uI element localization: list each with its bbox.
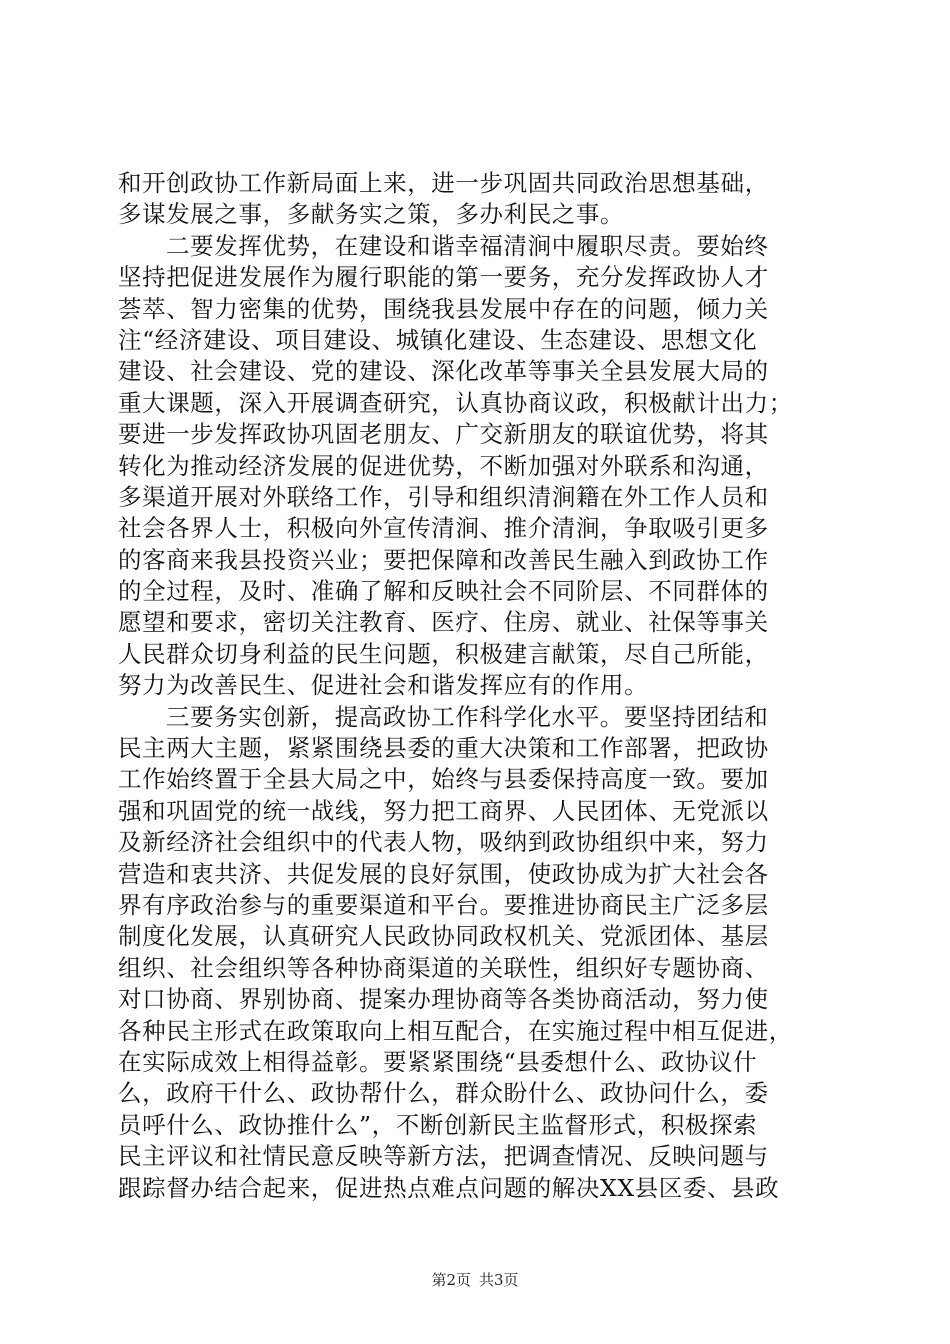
text-line: 要进一步发挥政协巩固老朋友、广交新朋友的联谊优势，将其 [118, 420, 769, 449]
text-line: 建设、社会建设、党的建设、深化改革等事关全县发展大局的 [118, 357, 769, 386]
text-line: 工作始终置于全县大局之中，始终与县委保持高度一致。要加 [118, 765, 769, 794]
text-line: 对口协商、界别协商、提案办理协商等各类协商活动，努力使 [118, 985, 769, 1014]
text-line: 注“经济建设、项目建设、城镇化建设、生态建设、思想文化 [118, 325, 758, 354]
text-line: 努力为改善民生、促进社会和谐发挥应有的作用。 [118, 671, 649, 700]
text-line: 坚持把促进发展作为履行职能的第一要务，充分发挥政协人才 [118, 263, 769, 292]
text-line: 多渠道开展对外联络工作，引导和组织清涧籍在外工作人员和 [118, 482, 769, 511]
text-line: 人民群众切身利益的民生问题，积极建言献策，尽自己所能， [118, 639, 769, 668]
text-line: 社会各界人士，积极向外宣传清涧、推介清涧，争取吸引更多 [118, 514, 769, 543]
text-line: 强和巩固党的统一战线，努力把工商界、人民团体、无党派以 [118, 796, 769, 825]
text-line: 界有序政治参与的重要渠道和平台。要推进协商民主广泛多层 [118, 890, 769, 919]
text-line: 和开创政协工作新局面上来，进一步巩固共同政治思想基础， [118, 169, 769, 197]
text-line: 各种民主形式在政策取向上相互配合，在实施过程中相互促进， [118, 1016, 793, 1045]
text-line: 组织、社会组织等各种协商渠道的关联性，组织好专题协商、 [118, 953, 769, 982]
document-body [118, 168, 858, 1204]
text-line: 重大课题，深入开展调查研究，认真协商议政，积极献计出力； [118, 388, 793, 417]
page-total: 共3页 [479, 1271, 519, 1289]
text-line: 及新经济社会组织中的代表人物，吸纳到政协组织中来，努力 [118, 828, 769, 857]
text-line: 多谋发展之事，多献务实之策，多办利民之事。 [118, 200, 625, 229]
text-line: 愿望和要求，密切关注教育、医疗、住房、就业、社保等事关 [118, 608, 769, 637]
text-line: 制度化发展，认真研究人民政协同政权机关、党派团体、基层 [118, 922, 769, 951]
text-line: 营造和衷共济、共促发展的良好氛围，使政协成为扩大社会各 [118, 859, 769, 888]
text-line: 员呼什么、政协推什么”，不断创新民主监督形式，积极探索 [118, 1110, 758, 1139]
paragraph-start-line: 二要发挥优势，在建设和谐幸福清涧中履职尽责。要始终 [166, 231, 769, 260]
text-line: 转化为推动经济发展的促进优势，不断加强对外联系和沟通， [118, 451, 769, 480]
text-line: 的客商来我县投资兴业；要把保障和改善民生融入到政协工作 [118, 545, 769, 574]
page-footer [0, 1270, 950, 1290]
text-line: 么，政府干什么、政协帮什么，群众盼什么、政协问什么，委 [118, 1079, 769, 1108]
text-line: 跟踪督办结合起来，促进热点难点问题的解决XX县区委、县政 [118, 1173, 780, 1202]
text-line: 在实际成效上相得益彰。要紧紧围绕“县委想什么、政协议什 [118, 1047, 758, 1076]
text-line: 的全过程，及时、准确了解和反映社会不同阶层、不同群体的 [118, 577, 769, 606]
page-number: 第2页 [431, 1271, 471, 1289]
paragraph-start-line: 三要务实创新，提高政协工作科学化水平。要坚持团结和 [166, 702, 769, 731]
text-line: 荟萃、智力密集的优势，围绕我县发展中存在的问题，倾力关 [118, 294, 769, 323]
text-line: 民主评议和社情民意反映等新方法，把调查情况、反映问题与 [118, 1142, 769, 1171]
text-line: 民主两大主题，紧紧围绕县委的重大决策和工作部署，把政协 [118, 734, 769, 763]
